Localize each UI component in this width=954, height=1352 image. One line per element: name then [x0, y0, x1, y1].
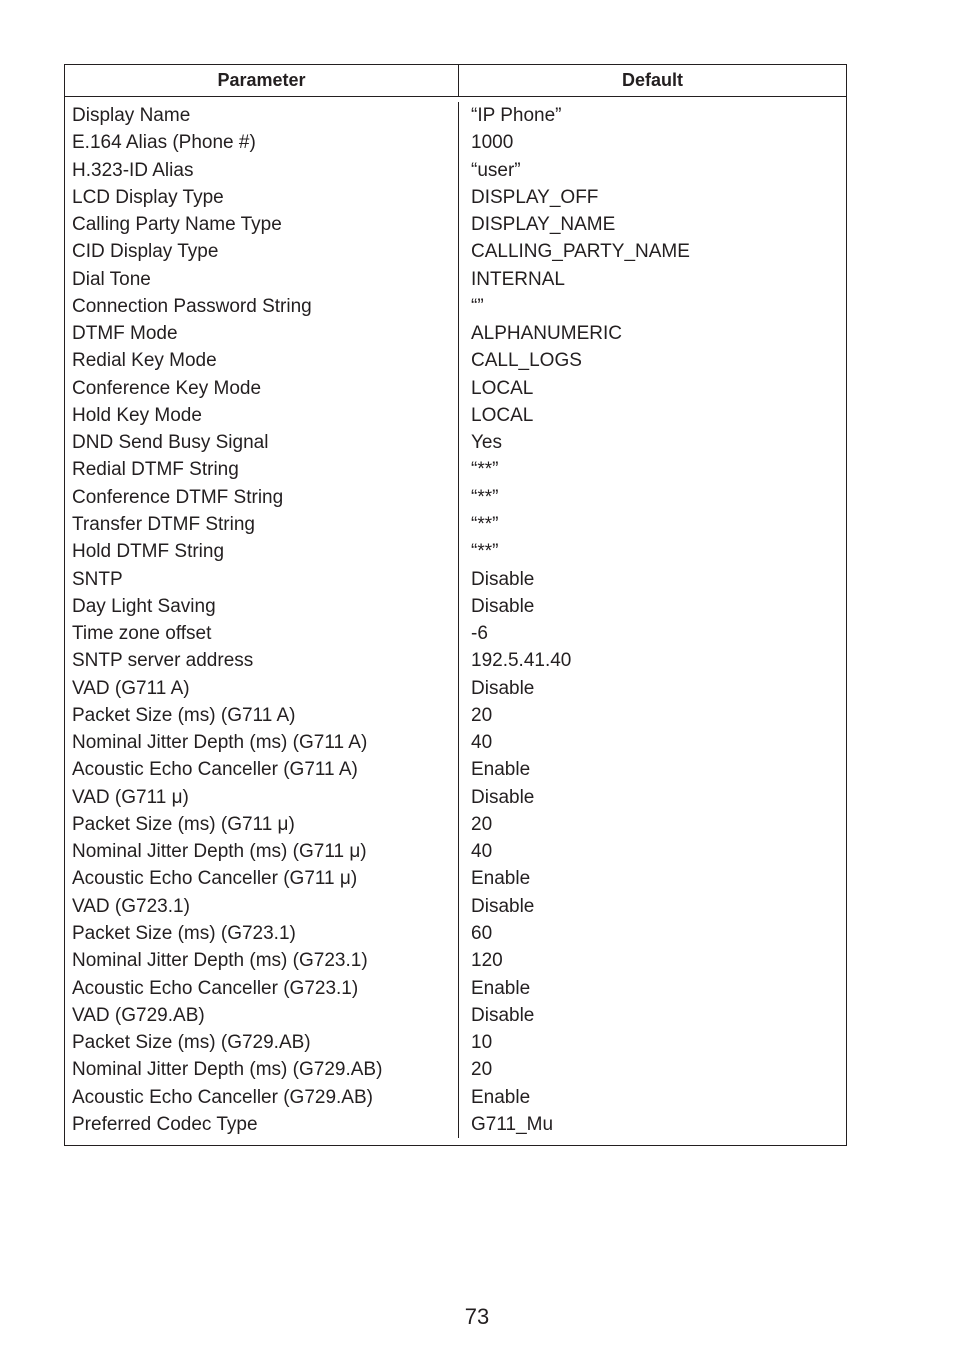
parameter-cell: SNTP [72, 568, 123, 590]
default-value-cell: G711_Mu [471, 1113, 554, 1135]
parameter-cell: Time zone offset [72, 623, 212, 645]
default-value-cell: “**” [471, 513, 499, 535]
default-value-cell: Disable [471, 595, 535, 617]
header-default: Default [621, 70, 683, 90]
default-value-cell: CALL_LOGS [471, 350, 582, 372]
parameter-column [65, 102, 459, 1138]
parameter-cell: DTMF Mode [72, 323, 178, 345]
default-column [459, 102, 846, 1138]
default-value-cell: 40 [471, 841, 493, 863]
default-value-cell: “**” [471, 459, 499, 481]
default-value-cell: Enable [471, 977, 531, 999]
parameter-cell: VAD (G711 μ) [72, 786, 189, 808]
parameter-cell: Acoustic Echo Canceller (G729.AB) [72, 1086, 373, 1108]
parameter-cell: Redial DTMF String [72, 459, 239, 481]
parameter-cell: Preferred Codec Type [72, 1113, 258, 1135]
default-value-cell: 20 [471, 704, 493, 726]
default-value-cell: Enable [471, 868, 531, 890]
parameter-cell: SNTP server address [72, 650, 254, 672]
parameter-cell: Connection Password String [72, 295, 312, 317]
default-value-cell: “**” [471, 486, 499, 508]
parameter-cell: Nominal Jitter Depth (ms) (G723.1) [72, 950, 368, 972]
default-value-cell: DISPLAY_OFF [471, 186, 599, 208]
default-value-cell: Yes [471, 432, 502, 454]
default-value-cell: Enable [471, 1086, 531, 1108]
parameter-cell: DND Send Busy Signal [72, 432, 269, 454]
parameter-cell: Calling Party Name Type [72, 214, 282, 236]
parameter-cell: Acoustic Echo Canceller (G711 A) [72, 759, 358, 781]
parameter-cell: Dial Tone [72, 268, 151, 290]
default-value-cell: 120 [471, 950, 503, 972]
parameter-cell: Packet Size (ms) (G723.1) [72, 922, 296, 944]
default-value-cell: ALPHANUMERIC [471, 323, 622, 345]
parameter-cell: Hold Key Mode [72, 404, 202, 426]
parameter-cell: Acoustic Echo Canceller (G711 μ) [72, 868, 358, 890]
default-value-cell: “IP Phone” [471, 105, 562, 126]
default-value-cell: Disable [471, 677, 535, 699]
default-value-cell: “” [471, 295, 484, 317]
page-number: 73 [464, 1304, 490, 1329]
default-value-cell: 10 [471, 1032, 493, 1054]
table-header-row [65, 65, 846, 97]
default-value-cell: Disable [471, 1004, 535, 1026]
parameter-cell: Acoustic Echo Canceller (G723.1) [72, 977, 359, 999]
parameter-cell: Hold DTMF String [72, 541, 225, 563]
parameter-cell: LCD Display Type [72, 186, 224, 208]
default-value-cell: Enable [471, 759, 531, 781]
parameter-cell: VAD (G711 A) [72, 677, 190, 699]
default-value-cell: “**” [471, 541, 499, 563]
default-value-cell: INTERNAL [471, 268, 565, 290]
parameter-defaults-table [64, 64, 847, 1146]
header-parameter: Parameter [65, 65, 459, 96]
default-value-cell: -6 [471, 623, 488, 645]
parameter-cell: Transfer DTMF String [72, 513, 255, 535]
parameter-cell: Packet Size (ms) (G729.AB) [72, 1032, 311, 1054]
parameter-cell: VAD (G729.AB) [72, 1004, 205, 1026]
default-value-cell: CALLING_PARTY_NAME [471, 241, 690, 263]
default-value-cell: 20 [471, 813, 493, 835]
default-value-cell: LOCAL [471, 404, 534, 426]
parameter-cell: Nominal Jitter Depth (ms) (G711 A) [72, 732, 368, 754]
parameter-cell: Day Light Saving [72, 595, 216, 617]
default-value-cell: Disable [471, 895, 535, 917]
default-value-cell: DISPLAY_NAME [471, 214, 616, 236]
parameter-cell: H.323-ID Alias [72, 159, 194, 181]
parameter-cell: CID Display Type [72, 241, 219, 263]
parameter-cell: VAD (G723.1) [72, 895, 190, 917]
default-value-cell: 192.5.41.40 [471, 650, 572, 672]
default-value-cell: 60 [471, 922, 493, 944]
parameter-cell: Display Name [72, 105, 191, 126]
parameter-cell: Packet Size (ms) (G711 μ) [72, 813, 295, 835]
default-value-cell: Disable [471, 568, 535, 590]
default-value-cell: 40 [471, 732, 493, 754]
table-body [65, 97, 846, 1145]
default-value-cell: 20 [471, 1059, 493, 1081]
parameter-cell: Conference DTMF String [72, 486, 284, 508]
default-value-cell: Disable [471, 786, 535, 808]
parameter-cell: Nominal Jitter Depth (ms) (G729.AB) [72, 1059, 383, 1081]
parameter-cell: E.164 Alias (Phone #) [72, 132, 256, 154]
default-value-cell: 1000 [471, 132, 514, 154]
default-value-cell: “user” [471, 159, 521, 181]
parameter-cell: Packet Size (ms) (G711 A) [72, 704, 296, 726]
parameter-cell: Conference Key Mode [72, 377, 262, 399]
parameter-cell: Nominal Jitter Depth (ms) (G711 μ) [72, 841, 367, 863]
default-value-cell: LOCAL [471, 377, 534, 399]
parameter-cell: Redial Key Mode [72, 350, 217, 372]
